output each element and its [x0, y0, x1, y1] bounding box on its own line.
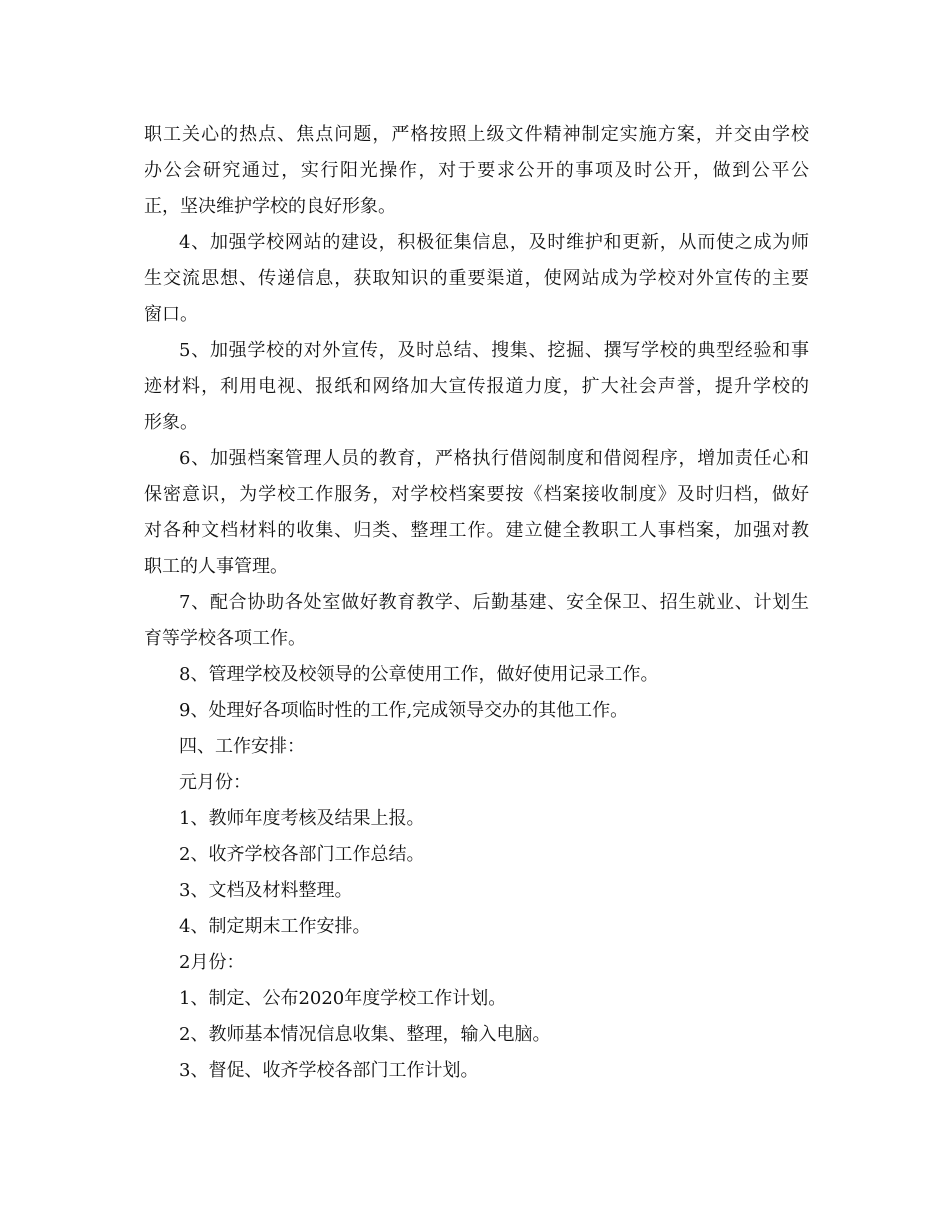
- text-line: 保密意识，为学校工作服务，对学校档案要按《档案接收制度》及时归档，做好: [144, 484, 809, 505]
- paragraph-item-7-cooperation: [144, 585, 809, 657]
- paragraph-public-affairs: [144, 117, 809, 225]
- list-item: 3、文档及材料整理。: [179, 880, 353, 901]
- list-item: 1、教师年度考核及结果上报。: [179, 808, 425, 829]
- text-line: 7、配合协助各处室做好教育教学、后勤基建、安全保卫、招生就业、计划生: [179, 592, 809, 613]
- text-line: 窗口。: [144, 304, 198, 325]
- text-line: 形象。: [144, 412, 198, 433]
- text-line: 4、加强学校网站的建设，积极征集信息，及时维护和更新，从而使之成为师: [179, 232, 809, 253]
- document-body: [144, 117, 809, 1089]
- month-heading-february: 2月份：: [179, 952, 245, 973]
- text-line: 办公会研究通过，实行阳光操作，对于要求公开的事项及时公开，做到公平公: [144, 160, 809, 181]
- section-heading-work-schedule: 四、工作安排：: [179, 736, 305, 757]
- list-item: 3、督促、收齐学校各部门工作计划。: [179, 1060, 479, 1081]
- text-line: 6、加强档案管理人员的教育，严格执行借阅制度和借阅程序，增加责任心和: [179, 448, 809, 469]
- paragraph-item-4-website: [144, 225, 809, 333]
- list-item: 4、制定期末工作安排。: [179, 916, 371, 937]
- text-line: 生交流思想、传递信息，获取知识的重要渠道，使网站成为学校对外宣传的主要: [144, 268, 809, 289]
- list-item: 2、教师基本情况信息收集、整理，输入电脑。: [179, 1024, 551, 1045]
- text-line: 职工的人事管理。: [144, 556, 288, 577]
- text-line: 迹材料，利用电视、报纸和网络加大宣传报道力度，扩大社会声誉，提升学校的: [144, 376, 809, 397]
- paragraph-item-8-seals: 8、管理学校及校领导的公章使用工作，做好使用记录工作。: [179, 664, 659, 685]
- text-line: 对各种文档材料的收集、归类、整理工作。建立健全教职工人事档案，加强对教: [144, 520, 809, 541]
- month-heading-january: 元月份：: [179, 772, 251, 793]
- text-line: 职工关心的热点、焦点问题，严格按照上级文件精神制定实施方案，并交由学校: [144, 124, 809, 145]
- list-item: 1、制定、公布2020年度学校工作计划。: [179, 988, 507, 1009]
- paragraph-item-6-archives: [144, 441, 809, 585]
- text-line: 5、加强学校的对外宣传，及时总结、搜集、挖掘、撰写学校的典型经验和事: [179, 340, 809, 361]
- paragraph-item-5-publicity: [144, 333, 809, 441]
- paragraph-item-9-temporary-work: 9、处理好各项临时性的工作,完成领导交办的其他工作。: [179, 700, 629, 721]
- list-item: 2、收齐学校各部门工作总结。: [179, 844, 425, 865]
- text-line: 育等学校各项工作。: [144, 628, 306, 649]
- text-line: 正，坚决维护学校的良好形象。: [144, 196, 396, 217]
